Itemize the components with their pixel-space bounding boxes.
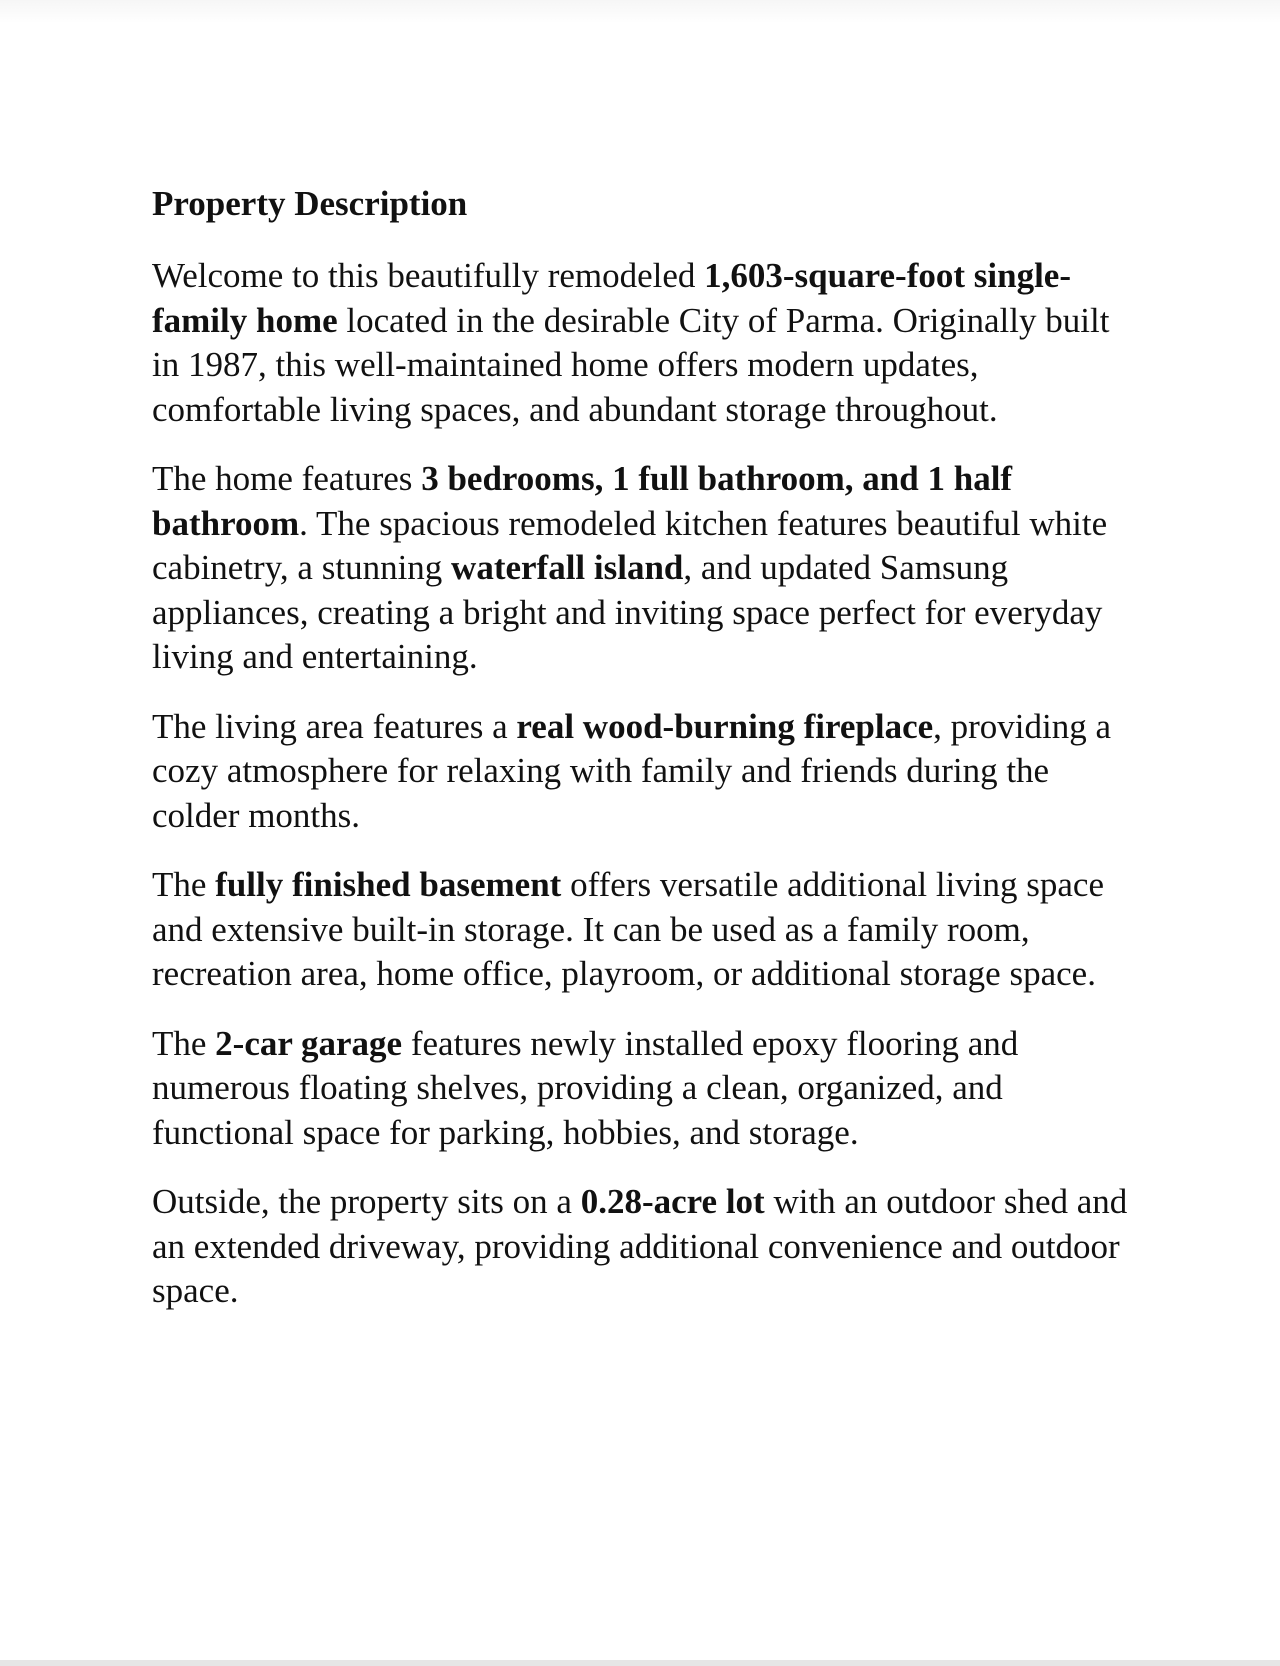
paragraph-living-area	[152, 705, 1142, 839]
document-title: Property Description	[152, 184, 468, 223]
paragraph-bold-text: 0.28-acre lot	[580, 1182, 765, 1221]
page-bottom-edge	[0, 1660, 1280, 1666]
paragraph-text: The	[152, 1023, 216, 1063]
paragraph-outside	[152, 1180, 1142, 1314]
paragraph-text: Welcome to this beautifully remodeled	[152, 256, 705, 295]
paragraph-garage	[152, 1022, 1142, 1156]
paragraph-text: The home features	[152, 459, 422, 498]
paragraph-text: , and updated Samsung appliances, creating a bright and inviting space perfect for everyday living and entertaining.	[152, 548, 1103, 676]
document-content	[152, 182, 1142, 1339]
paragraph-text: Outside, the property sits on a	[152, 1182, 581, 1221]
paragraph-text: located in the desirable City of Parma. Originally built in 1987, this well-maintained home offers modern updates, comfortable living spaces, and abundant storage throughout.	[152, 300, 1110, 429]
paragraph-bold-text: 2-car garage	[215, 1023, 403, 1063]
paragraph-bold-text: 1,603-square-foot single-family home	[152, 256, 1071, 340]
paragraph-bold-text: 3 bedrooms, 1 full bathroom, and 1 half bathroom	[152, 459, 1013, 543]
paragraph-text: offers versatile additional living space and extensive built-in storage. It can be used as a family room, recreation area, home office, playroom, or additional storage space.	[152, 865, 1104, 993]
paragraph-text: The	[152, 865, 216, 904]
paragraph-bold-text: waterfall island	[451, 548, 684, 587]
page-top-shadow	[0, 0, 1280, 24]
paragraph-text: features newly installed epoxy flooring and numerous floating shelves, providing a clean, organized, and functional space for parking, hobbies, and storage.	[152, 1023, 1019, 1152]
paragraph-text: , providing a cozy atmosphere for relaxing with family and friends during the colder months.	[152, 706, 1112, 835]
paragraph-intro	[152, 254, 1142, 432]
paragraph-rooms-kitchen	[152, 457, 1142, 680]
paragraph-bold-text: fully finished basement	[215, 865, 562, 904]
paragraph-bold-text: real wood-burning fireplace	[516, 706, 934, 746]
paragraph-text: The living area features a	[152, 706, 517, 746]
paragraph-basement	[152, 863, 1142, 997]
paragraph-text: with an outdoor shed and an extended driveway, providing additional convenience and outdoor space.	[152, 1182, 1128, 1310]
paragraph-text: . The spacious remodeled kitchen features beautiful white cabinetry, a stunning	[152, 503, 1108, 587]
